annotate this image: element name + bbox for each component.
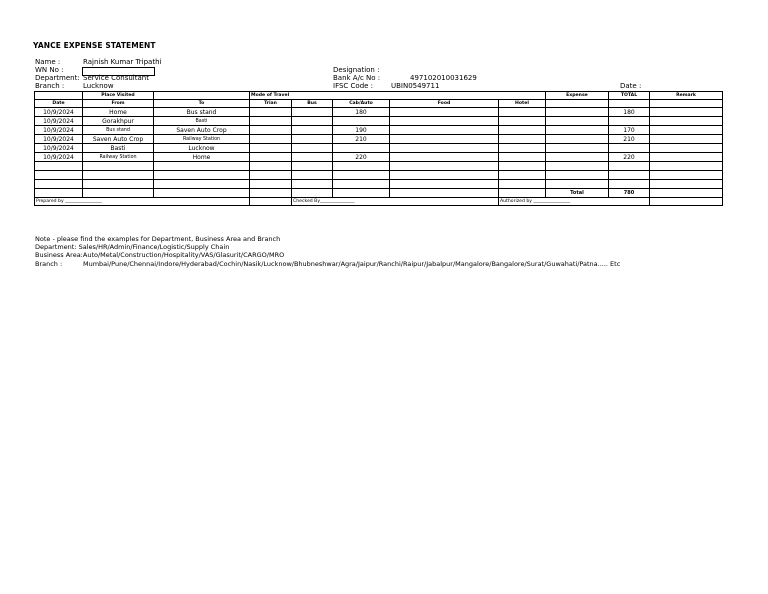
bus-cell <box>292 153 333 162</box>
empty-cell <box>154 198 250 206</box>
header-cell <box>390 92 499 100</box>
empty-cell <box>35 189 83 198</box>
department-value: Service Consultant <box>83 74 149 82</box>
empty-cell <box>154 189 250 198</box>
note-branch-value: Mumbai/Pune/Chennai/Indore/Hyderabad/Cochin/Nasik/Lucknow/Bhubneshwar/Agra/Jaipur/Ranchi/Raipur/Jabalpur/Mangalore/Bangalore/Surat/Guwahati/Patna..... Etc <box>83 259 621 268</box>
table-row <box>35 126 723 135</box>
remark-cell <box>650 144 723 153</box>
note-line: Note - please find the examples for Department, Business Area and Branch <box>35 235 281 243</box>
bus-cell <box>292 117 333 126</box>
expense-cell <box>546 108 609 117</box>
empty-cell <box>609 171 650 180</box>
column-header-from: From <box>83 100 154 108</box>
empty-cell <box>499 162 546 171</box>
empty-cell <box>250 198 292 206</box>
empty-cell <box>609 198 650 206</box>
empty-cell <box>292 162 333 171</box>
empty-row <box>35 171 723 180</box>
ifsc-label: IFSC Code : <box>333 82 374 90</box>
empty-cell <box>250 162 292 171</box>
date-cell: 10/9/2024 <box>35 108 83 117</box>
remark-cell <box>650 117 723 126</box>
to-cell: Home <box>154 153 250 162</box>
name-label: Name : <box>35 58 61 66</box>
cab-cell: 190 <box>333 126 390 135</box>
expense-cell <box>546 126 609 135</box>
remark-cell <box>650 153 723 162</box>
food-cell <box>390 144 499 153</box>
bank-account-label: Bank A/c No : <box>333 74 381 82</box>
empty-cell <box>650 162 723 171</box>
bank-account-value: 497102010031629 <box>410 74 477 82</box>
cab-cell: 210 <box>333 135 390 144</box>
expense-table <box>34 91 723 206</box>
total-value: 780 <box>609 189 650 198</box>
place-visited-header: Place Visited <box>83 92 154 100</box>
table-row <box>35 144 723 153</box>
empty-cell <box>250 180 292 189</box>
hotel-cell <box>499 108 546 117</box>
total-row <box>35 189 723 198</box>
empty-cell <box>83 180 154 189</box>
date-label: Date : <box>620 82 642 90</box>
empty-cell <box>83 162 154 171</box>
train-cell <box>250 153 292 162</box>
food-cell <box>390 126 499 135</box>
empty-cell <box>499 180 546 189</box>
train-cell <box>250 135 292 144</box>
from-cell: Saven Auto Crop <box>83 135 154 144</box>
empty-cell <box>333 180 390 189</box>
prepared-by: Prepared by ________________ <box>35 198 154 206</box>
total-cell <box>609 117 650 126</box>
empty-cell <box>499 189 546 198</box>
food-cell <box>390 108 499 117</box>
column-header-blank <box>650 100 723 108</box>
ifsc-value: UBIN0549711 <box>391 82 440 90</box>
remark-cell <box>650 108 723 117</box>
empty-cell <box>390 162 499 171</box>
to-cell: Railway Station <box>154 135 250 144</box>
empty-cell <box>333 162 390 171</box>
total-cell: 170 <box>609 126 650 135</box>
empty-cell <box>650 180 723 189</box>
total-cell: 180 <box>609 108 650 117</box>
empty-cell <box>154 162 250 171</box>
train-cell <box>250 108 292 117</box>
empty-cell <box>609 180 650 189</box>
total-label: Total <box>546 189 609 198</box>
empty-cell <box>390 198 499 206</box>
date-cell: 10/9/2024 <box>35 126 83 135</box>
hotel-cell <box>499 135 546 144</box>
empty-cell <box>35 180 83 189</box>
note-branch-label: Branch : <box>35 259 63 268</box>
branch-label: Branch : <box>35 82 65 90</box>
header-cell <box>292 92 333 100</box>
note-business-area: Business Area:Auto/Metal/Construction/Hospitality/VAS/Glasurit/CARGO/MRO <box>35 251 285 260</box>
statement-title: YANCE EXPENSE STATEMENT <box>33 41 156 50</box>
empty-cell <box>292 171 333 180</box>
empty-cell <box>292 180 333 189</box>
from-cell: Gorakhpur <box>83 117 154 126</box>
column-header-food: Food <box>390 100 499 108</box>
note-branch <box>35 260 620 268</box>
from-cell: Railway Station <box>83 153 154 162</box>
empty-row <box>35 180 723 189</box>
note-department: Department: Sales/HR/Admin/Finance/Logistic/Supply Chain <box>35 243 230 252</box>
bus-cell <box>292 108 333 117</box>
wn-label: WN No : <box>35 66 64 74</box>
total-header: TOTAL <box>609 92 650 100</box>
date-cell: 10/9/2024 <box>35 153 83 162</box>
column-header-date: Date <box>35 100 83 108</box>
to-cell: Basti <box>154 117 250 126</box>
expense-cell <box>546 135 609 144</box>
signature-row <box>35 198 723 206</box>
checked-by: Checked By_______________ <box>292 198 390 206</box>
empty-cell <box>390 171 499 180</box>
train-cell <box>250 144 292 153</box>
empty-cell <box>35 162 83 171</box>
remark-header: Remark <box>650 92 723 100</box>
empty-cell <box>609 162 650 171</box>
empty-cell <box>250 171 292 180</box>
remark-cell <box>650 135 723 144</box>
to-cell: Bus stand <box>154 108 250 117</box>
bus-cell <box>292 135 333 144</box>
column-header-blank <box>609 100 650 108</box>
empty-cell <box>154 171 250 180</box>
column-header-blank <box>546 100 609 108</box>
expense-header: Expense <box>546 92 609 100</box>
empty-cell <box>292 189 333 198</box>
hotel-cell <box>499 117 546 126</box>
empty-cell <box>250 189 292 198</box>
from-cell: Basti <box>83 144 154 153</box>
header-cell <box>499 92 546 100</box>
column-header-to: To <box>154 100 250 108</box>
mode-of-travel-header: Mode of Travel <box>250 92 292 100</box>
cab-cell <box>333 144 390 153</box>
header-cell <box>35 92 83 100</box>
column-header-train: Trian <box>250 100 292 108</box>
food-cell <box>390 153 499 162</box>
empty-cell <box>650 171 723 180</box>
expense-cell <box>546 153 609 162</box>
to-cell: Lucknow <box>154 144 250 153</box>
table-row <box>35 135 723 144</box>
empty-cell <box>650 198 723 206</box>
expense-cell <box>546 117 609 126</box>
food-cell <box>390 117 499 126</box>
column-header-row <box>35 100 723 108</box>
from-cell: Home <box>83 108 154 117</box>
expense-cell <box>546 144 609 153</box>
table-row <box>35 153 723 162</box>
column-header-bus: Bus <box>292 100 333 108</box>
department-label: Department: <box>35 74 80 82</box>
empty-cell <box>546 180 609 189</box>
total-cell: 210 <box>609 135 650 144</box>
authorized-by: Authorized by ________________ <box>499 198 609 206</box>
empty-cell <box>546 162 609 171</box>
empty-cell <box>83 189 154 198</box>
empty-cell <box>499 171 546 180</box>
header-cell <box>154 92 250 100</box>
cab-cell: 220 <box>333 153 390 162</box>
from-cell: Bus stand <box>83 126 154 135</box>
food-cell <box>390 135 499 144</box>
empty-cell <box>83 171 154 180</box>
empty-cell <box>35 171 83 180</box>
empty-cell <box>390 180 499 189</box>
empty-cell <box>333 171 390 180</box>
bus-cell <box>292 144 333 153</box>
bus-cell <box>292 126 333 135</box>
cab-cell: 180 <box>333 108 390 117</box>
empty-row <box>35 162 723 171</box>
column-header-hotel: Hotel <box>499 100 546 108</box>
empty-cell <box>333 189 390 198</box>
total-cell: 220 <box>609 153 650 162</box>
branch-value: Lucknow <box>83 82 114 90</box>
designation-label: Designation : <box>333 66 380 74</box>
hotel-cell <box>499 153 546 162</box>
remark-cell <box>650 126 723 135</box>
name-value: Rajnish Kumar Tripathi <box>83 58 162 66</box>
empty-cell <box>154 180 250 189</box>
table-row <box>35 108 723 117</box>
cab-cell <box>333 117 390 126</box>
empty-cell <box>650 189 723 198</box>
empty-cell <box>546 171 609 180</box>
hotel-cell <box>499 126 546 135</box>
table-row <box>35 117 723 126</box>
header-cell <box>333 92 390 100</box>
notes-block <box>35 235 620 268</box>
date-cell: 10/9/2024 <box>35 117 83 126</box>
train-cell <box>250 117 292 126</box>
column-header-cab: Cab/Auto <box>333 100 390 108</box>
to-cell: Saven Auto Crop <box>154 126 250 135</box>
total-cell <box>609 144 650 153</box>
hotel-cell <box>499 144 546 153</box>
date-cell: 10/9/2024 <box>35 135 83 144</box>
date-cell: 10/9/2024 <box>35 144 83 153</box>
empty-cell <box>390 189 499 198</box>
group-header-row <box>35 92 723 100</box>
train-cell <box>250 126 292 135</box>
